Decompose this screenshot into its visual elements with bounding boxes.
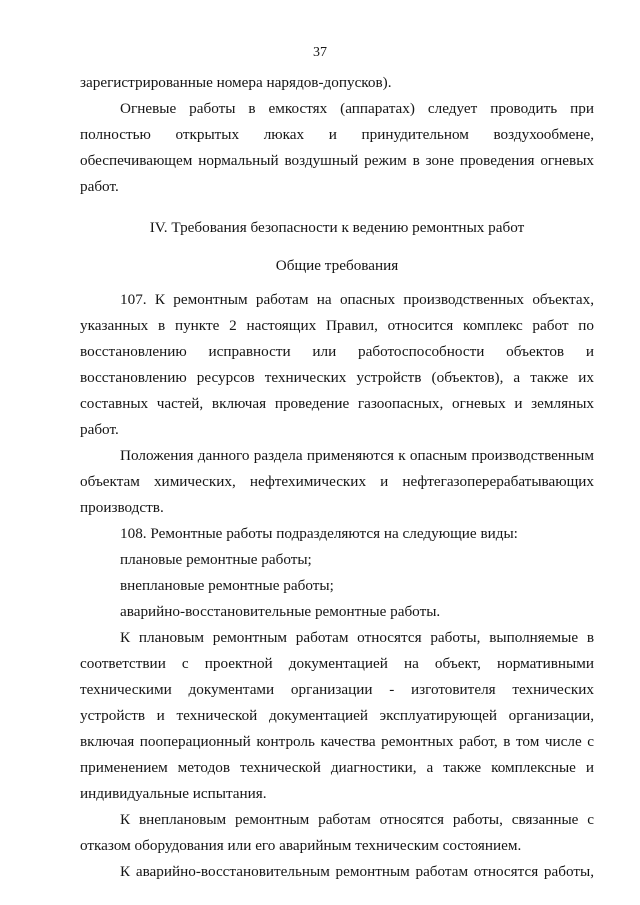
document-body [80,70,594,885]
page-number: 37 [313,45,327,60]
subsection-heading: Общие требования [275,257,399,274]
list-item-emergency: аварийно-восстановительные ремонтные работы. [120,603,441,620]
paragraph-108: 108. Ремонтные работы подразделяются на следующие виды: [120,525,518,542]
paragraph-scope: Положения данного раздела применяются к опасным производственным объектам химических, нефтехимических и нефтегазоперерабатывающих производств. [80,447,594,516]
paragraph-fire-works: Огневые работы в емкостях (аппаратах) следует проводить при полностью открытых люках и принудительном воздухообмене, обеспечивающем нормальный воздушный режим в зоне проведения огневых работ. [80,100,594,195]
section-heading: IV. Требования безопасности к ведению ремонтных работ [149,219,525,236]
paragraph-continuation: зарегистрированные номера нарядов-допусков). [80,74,392,91]
paragraph-107: 107. К ремонтным работам на опасных производственных объектах, указанных в пункте 2 настоящих Правил, относится комплекс работ по восстановлению исправности или работоспособности объектов и восстановлению ресурсов технических устройств (объектов), а также их составных частей, включая проведение газоопасных, огневых и земляных работ. [80,291,594,438]
paragraph-planned-def: К плановым ремонтным работам относятся работы, выполняемые в соответствии с проектной документацией на объект, нормативными техническими документами организации - изготовителя технических устройств и технической документацией эксплуатирующей организации, включая пооперационный контроль качества ремонтных работ, в том числе с применением методов технической диагностики, а также комплексные и индивидуальные испытания. [80,629,594,802]
list-item-planned: плановые ремонтные работы; [120,551,312,568]
paragraph-unplanned-def: К внеплановым ремонтным работам относятся работы, связанные с отказом оборудования или его аварийным техническим состоянием. [80,811,594,854]
paragraph-emergency-def: К аварийно-восстановительным ремонтным работам относятся работы, [120,863,594,880]
list-item-unplanned: внеплановые ремонтные работы; [120,577,334,594]
